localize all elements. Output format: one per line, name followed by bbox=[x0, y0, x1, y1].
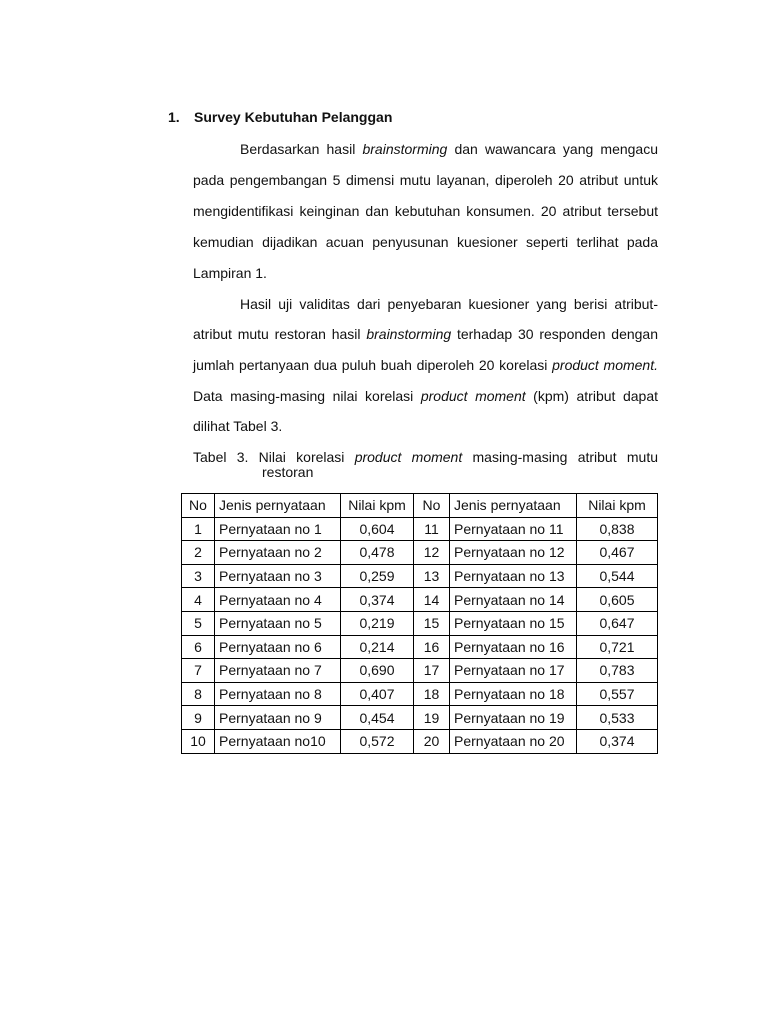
cell-no: 19 bbox=[414, 706, 450, 730]
cell-nilai-kpm: 0,647 bbox=[577, 611, 658, 635]
text-span-italic: brainstorming bbox=[362, 141, 448, 157]
text-span-italic: product moment bbox=[420, 388, 526, 404]
text-span: Tabel 3. Nilai korelasi bbox=[193, 449, 355, 465]
cell-jenis-pernyataan: Pernyataan no 9 bbox=[215, 706, 341, 730]
section-title: Survey Kebutuhan Pelanggan bbox=[194, 109, 393, 125]
para2-line5: dilihat Tabel 3. bbox=[193, 418, 283, 434]
table-row bbox=[182, 517, 658, 541]
cell-no: 7 bbox=[182, 659, 215, 683]
cell-nilai-kpm: 0,533 bbox=[577, 706, 658, 730]
text-span-italic: product moment. bbox=[552, 357, 658, 373]
cell-nilai-kpm: 0,478 bbox=[341, 541, 414, 565]
cell-jenis-pernyataan: Pernyataan no 2 bbox=[215, 541, 341, 565]
cell-no: 1 bbox=[182, 517, 215, 541]
cell-nilai-kpm: 0,604 bbox=[341, 517, 414, 541]
header-nilai-kpm: Nilai kpm bbox=[577, 494, 658, 518]
table-row bbox=[182, 635, 658, 659]
text-span: Berdasarkan hasil bbox=[240, 141, 363, 157]
table-row bbox=[182, 588, 658, 612]
para2-line4 bbox=[193, 388, 658, 404]
cell-no: 13 bbox=[414, 564, 450, 588]
section-heading bbox=[168, 109, 392, 125]
cell-jenis-pernyataan: Pernyataan no 14 bbox=[450, 588, 577, 612]
cell-nilai-kpm: 0,783 bbox=[577, 659, 658, 683]
cell-jenis-pernyataan: Pernyataan no 19 bbox=[450, 706, 577, 730]
cell-no: 3 bbox=[182, 564, 215, 588]
cell-jenis-pernyataan: Pernyataan no 12 bbox=[450, 541, 577, 565]
para1-line1 bbox=[240, 141, 658, 157]
cell-jenis-pernyataan: Pernyataan no 6 bbox=[215, 635, 341, 659]
cell-no: 10 bbox=[182, 729, 215, 753]
header-no: No bbox=[414, 494, 450, 518]
text-span: (kpm) atribut dapat bbox=[525, 388, 658, 404]
cell-no: 8 bbox=[182, 682, 215, 706]
table-body bbox=[182, 517, 658, 753]
cell-no: 2 bbox=[182, 541, 215, 565]
cell-no: 11 bbox=[414, 517, 450, 541]
table-row bbox=[182, 682, 658, 706]
cell-jenis-pernyataan: Pernyataan no10 bbox=[215, 729, 341, 753]
cell-jenis-pernyataan: Pernyataan no 16 bbox=[450, 635, 577, 659]
table-row bbox=[182, 564, 658, 588]
cell-nilai-kpm: 0,374 bbox=[577, 729, 658, 753]
text-span: Data masing-masing nilai korelasi bbox=[193, 388, 421, 404]
table-row bbox=[182, 659, 658, 683]
header-jenis-pernyataan: Jenis pernyataan bbox=[215, 494, 341, 518]
para2-line2 bbox=[193, 326, 658, 342]
text-span: dan wawancara yang mengacu bbox=[447, 141, 658, 157]
cell-no: 6 bbox=[182, 635, 215, 659]
cell-nilai-kpm: 0,690 bbox=[341, 659, 414, 683]
cell-no: 17 bbox=[414, 659, 450, 683]
cell-jenis-pernyataan: Pernyataan no 11 bbox=[450, 517, 577, 541]
header-jenis-pernyataan: Jenis pernyataan bbox=[450, 494, 577, 518]
cell-jenis-pernyataan: Pernyataan no 18 bbox=[450, 682, 577, 706]
cell-no: 14 bbox=[414, 588, 450, 612]
cell-nilai-kpm: 0,467 bbox=[577, 541, 658, 565]
section-number: 1. bbox=[168, 109, 180, 125]
table-row bbox=[182, 611, 658, 635]
text-span-italic: brainstorming bbox=[366, 326, 452, 342]
cell-no: 15 bbox=[414, 611, 450, 635]
cell-no: 18 bbox=[414, 682, 450, 706]
table-row bbox=[182, 541, 658, 565]
cell-jenis-pernyataan: Pernyataan no 1 bbox=[215, 517, 341, 541]
cell-jenis-pernyataan: Pernyataan no 17 bbox=[450, 659, 577, 683]
header-no: No bbox=[182, 494, 215, 518]
para2-line3 bbox=[193, 357, 658, 373]
cell-nilai-kpm: 0,219 bbox=[341, 611, 414, 635]
cell-jenis-pernyataan: Pernyataan no 15 bbox=[450, 611, 577, 635]
cell-jenis-pernyataan: Pernyataan no 20 bbox=[450, 729, 577, 753]
cell-jenis-pernyataan: Pernyataan no 13 bbox=[450, 564, 577, 588]
cell-no: 20 bbox=[414, 729, 450, 753]
header-nilai-kpm: Nilai kpm bbox=[341, 494, 414, 518]
text-span: atribut mutu restoran hasil bbox=[193, 326, 367, 342]
text-span: terhadap 30 responden dengan bbox=[451, 326, 659, 342]
cell-jenis-pernyataan: Pernyataan no 4 bbox=[215, 588, 341, 612]
table-caption bbox=[193, 449, 658, 465]
cell-no: 4 bbox=[182, 588, 215, 612]
cell-jenis-pernyataan: Pernyataan no 7 bbox=[215, 659, 341, 683]
cell-nilai-kpm: 0,721 bbox=[577, 635, 658, 659]
cell-nilai-kpm: 0,557 bbox=[577, 682, 658, 706]
para1-line3: mengidentifikasi keinginan dan kebutuhan konsumen. 20 atribut tersebut bbox=[193, 203, 658, 219]
cell-nilai-kpm: 0,374 bbox=[341, 588, 414, 612]
para1-line4: kemudian dijadikan acuan penyusunan kuesioner seperti terlihat pada bbox=[193, 234, 658, 250]
para2-line1: Hasil uji validitas dari penyebaran kuesioner yang berisi atribut- bbox=[240, 296, 658, 312]
table-row bbox=[182, 729, 658, 753]
cell-nilai-kpm: 0,454 bbox=[341, 706, 414, 730]
table-row bbox=[182, 706, 658, 730]
text-span: jumlah pertanyaan dua puluh buah diperoleh 20 korelasi bbox=[193, 357, 553, 373]
cell-no: 12 bbox=[414, 541, 450, 565]
kpm-table bbox=[181, 493, 658, 754]
cell-no: 5 bbox=[182, 611, 215, 635]
cell-nilai-kpm: 0,407 bbox=[341, 682, 414, 706]
cell-jenis-pernyataan: Pernyataan no 8 bbox=[215, 682, 341, 706]
para1-line5: Lampiran 1. bbox=[193, 265, 267, 281]
cell-no: 16 bbox=[414, 635, 450, 659]
text-span-italic: product moment bbox=[354, 449, 463, 465]
cell-nilai-kpm: 0,605 bbox=[577, 588, 658, 612]
cell-jenis-pernyataan: Pernyataan no 3 bbox=[215, 564, 341, 588]
text-span: masing-masing atribut mutu bbox=[462, 449, 658, 465]
cell-no: 9 bbox=[182, 706, 215, 730]
cell-nilai-kpm: 0,259 bbox=[341, 564, 414, 588]
table-header-row bbox=[182, 494, 658, 518]
cell-nilai-kpm: 0,214 bbox=[341, 635, 414, 659]
para1-line2: pada pengembangan 5 dimensi mutu layanan, diperoleh 20 atribut untuk bbox=[193, 172, 658, 188]
cell-nilai-kpm: 0,544 bbox=[577, 564, 658, 588]
cell-jenis-pernyataan: Pernyataan no 5 bbox=[215, 611, 341, 635]
cell-nilai-kpm: 0,572 bbox=[341, 729, 414, 753]
table-caption-continuation: restoran bbox=[262, 464, 314, 480]
cell-nilai-kpm: 0,838 bbox=[577, 517, 658, 541]
